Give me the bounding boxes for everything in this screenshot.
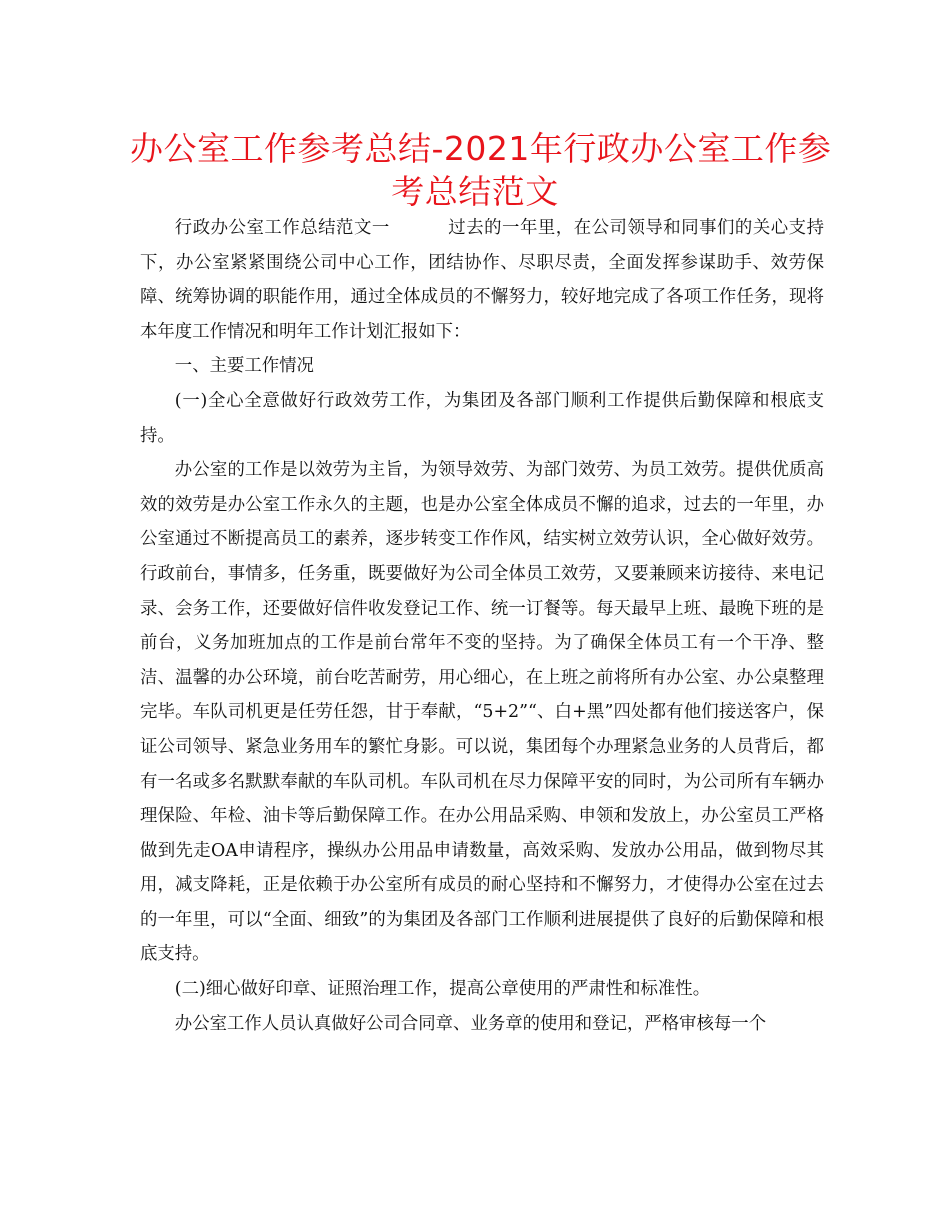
subheading-seal-management: (二)细心做好印章、证照治理工作，提高公章使用的严肃性和标准性。 — [174, 979, 711, 1000]
section-heading-main-work: 一、主要工作情况 — [174, 356, 314, 377]
subheading-admin-service: (一)全心全意做好行政效劳工作，为集团及各部门顺利工作提供后勤保障和根底支持。 — [140, 390, 824, 446]
document-title-line-2: 考总结范文 — [391, 172, 559, 211]
intro-paragraph — [140, 211, 824, 349]
document-body — [140, 211, 824, 1041]
paragraph-admin-service: 办公室的工作是以效劳为主旨，为领导效劳、为部门效劳、为员工效劳。提供优质高效的效劳是办公室工作永久的主题，也是办公室全体成员不懈的追求，过去的一年里，办公室通过不断提高员工的素养，逐步转变工作作风，结实树立效劳认识，全心做好效劳。行政前台，事情多，任务重，既要做好为公司全体员工效劳，又要兼顾来访接待、来电记录、会务工作，还要做好信件收发登记工作、统一订餐等。每天最早上班、最晚下班的是前台，义务加班加点的工作是前台常年不变的坚持。为了确保全体员工有一个干净、整洁、温馨的办公环境，前台吃苦耐劳，用心细心，在上班之前将所有办公室、办公桌整理完毕。车队司机更是任劳任怨，甘于奉献，“5+2”“、白+黑”四处都有他们接送客户，保证公司领导、紧急业务用车的繁忙身影。可以说，集团每个办理紧急业务的人员背后，都有一名或多名默默奉献的车队司机。车队司机在尽力保障平安的同时，为公司所有车辆办理保险、年检、油卡等后勤保障工作。在办公用品采购、申领和发放上，办公室员工严格做到先走OA申请程序，操纵办公用品申请数量，高效采购、发放办公用品，做到物尽其用，减支降耗，正是依赖于办公室所有成员的耐心坚持和不懈努力，才使得办公室在过去的一年里，可以“全面、细致”的为集团及各部门工作顺利进展提供了良好的后勤保障和根底支持。 — [140, 460, 824, 965]
document-title-line-1: 办公室工作参考总结-2021年行政办公室工作参 — [130, 129, 832, 168]
paragraph-seal-management: 办公室工作人员认真做好公司合同章、业务章的使用和登记，严格审核每一个 — [174, 1013, 767, 1034]
intro-label: 行政办公室工作总结范文一 — [174, 218, 390, 238]
intro-text: 过去的一年里，在公司领导和同事们的关心支持下，办公室紧紧围绕公司中心工作，团结协作、尽职尽责，全面发挥参谋助手、效劳保障、统筹协调的职能作用，通过全体成员的不懈努力，较好地完成了各项工作任务，现将本年度工作情况和明年工作计划汇报如下： — [140, 218, 824, 342]
